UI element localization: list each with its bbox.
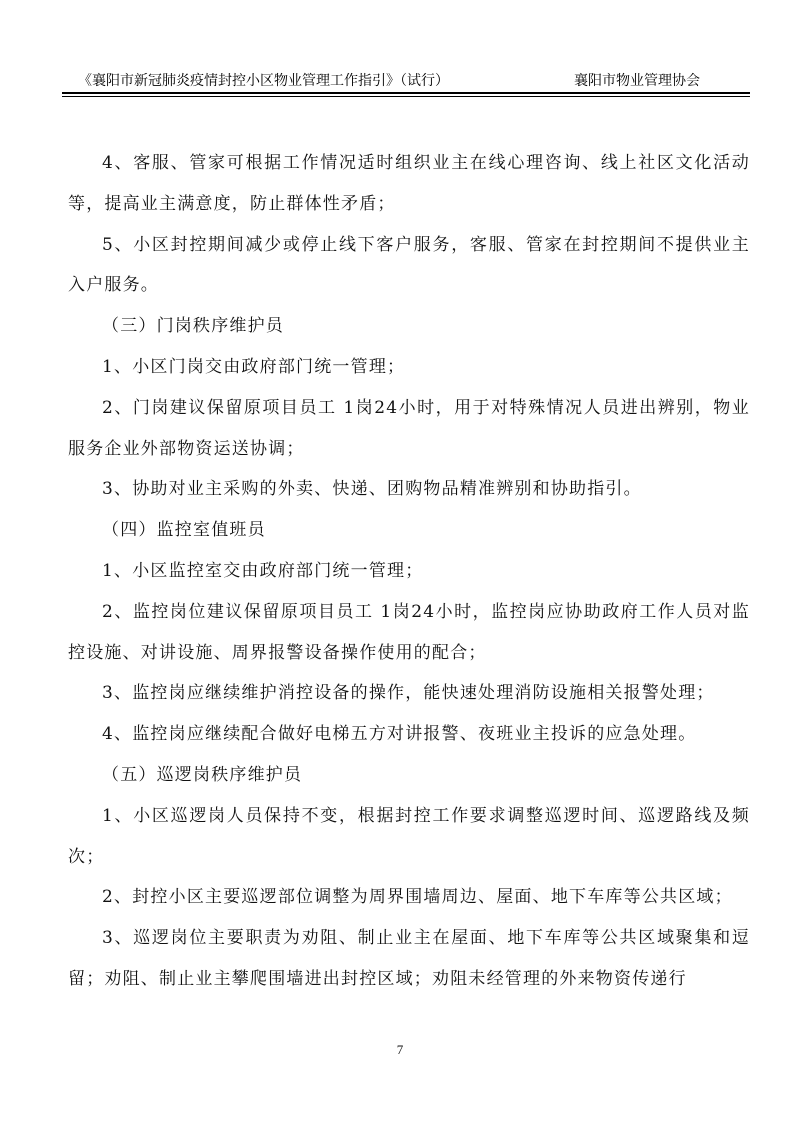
paragraph-patrol-3: 3、巡逻岗位主要职责为劝阻、制止业主在屋面、地下车库等公共区域聚集和逗留；劝阻、制止业主攀爬围墙进出封控区域；劝阻未经管理的外来物资传递行	[68, 928, 750, 989]
body-text	[68, 143, 750, 1000]
paragraph-monitor-1: 1、小区监控室交由政府部门统一管理；	[102, 560, 424, 581]
paragraph-gate-1: 1、小区门岗交由政府部门统一管理；	[102, 356, 406, 377]
paragraph-patrol-1: 1、小区巡逻岗人员保持不变，根据封控工作要求调整巡逻时间、巡逻路线及频次；	[68, 805, 750, 867]
paragraph-gate-2: 2、门岗建议保留原项目员工 1岗24小时，用于对特殊情况人员进出辨别，物业服务企业外部物资运送协调；	[68, 397, 750, 459]
page-number: 7	[396, 1042, 404, 1057]
paragraph-gate-3: 3、协助对业主采购的外卖、快递、团购物品精准辨别和协助指引。	[102, 479, 642, 500]
paragraph-monitor-4: 4、监控岗应继续配合做好电梯五方对讲报警、夜班业主投诉的应急处理。	[102, 724, 697, 745]
header-rule-thin	[62, 96, 750, 97]
header-rule-thick	[62, 92, 750, 94]
paragraph-patrol-2: 2、封控小区主要巡逻部位调整为周界围墙周边、屋面、地下车库等公共区域；	[102, 887, 733, 908]
paragraph-monitor-3: 3、监控岗应继续维护消控设备的操作，能快速处理消防设施相关报警处理；	[102, 683, 715, 704]
section-heading-patrol: （五）巡逻岗秩序维护员	[102, 764, 303, 785]
paragraph-customer-service-4: 4、客服、管家可根据工作情况适时组织业主在线心理咨询、线上社区文化活动等，提高业主满意度，防止群体性矛盾；	[68, 153, 750, 214]
paragraph-customer-service-5: 5、小区封控期间减少或停止线下客户服务，客服、管家在封控期间不提供业主入户服务。	[68, 234, 750, 296]
document-title: 《襄阳市新冠肺炎疫情封控小区物业管理工作指引》（试行）	[78, 73, 449, 89]
paragraph-monitor-2: 2、监控岗位建议保留原项目员工 1岗24小时，监控岗应协助政府工作人员对监控设施、对讲设施、周界报警设备操作使用的配合；	[68, 601, 750, 663]
section-heading-gate-guard: （三）门岗秩序维护员	[102, 316, 284, 337]
section-heading-monitor-room: （四）监控室值班员	[102, 520, 266, 541]
organization-name: 襄阳市物业管理协会	[574, 73, 700, 89]
page-header	[68, 68, 750, 90]
